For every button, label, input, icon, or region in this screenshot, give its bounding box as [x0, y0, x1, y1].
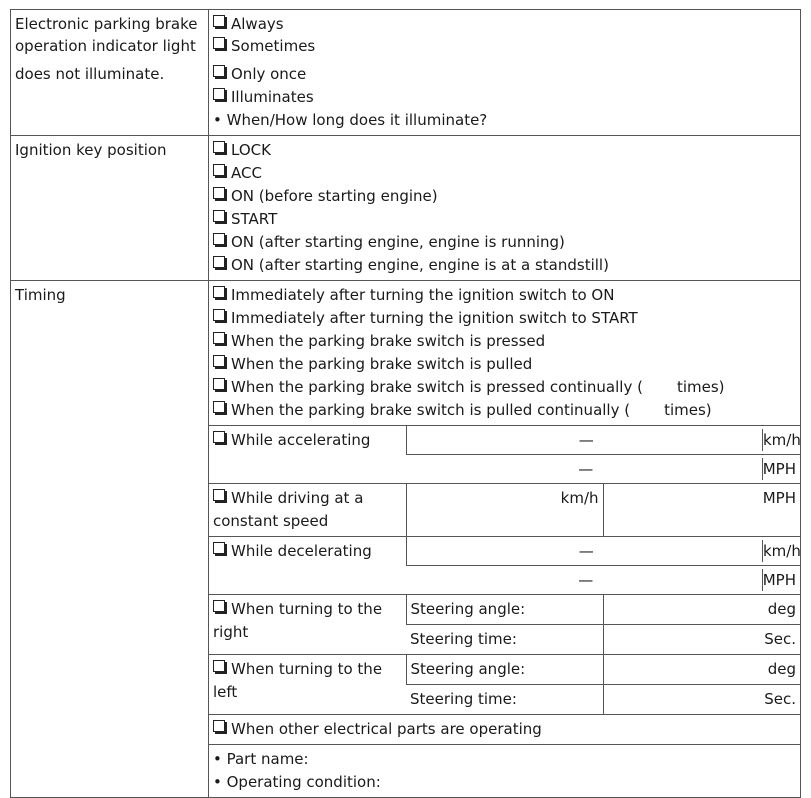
timing-row	[11, 281, 801, 798]
indicator-row	[11, 10, 801, 136]
ignition-row	[11, 136, 801, 281]
steering-time-label: Steering time:	[406, 685, 603, 715]
ignition-options-cell	[209, 136, 801, 281]
checkbox-icon[interactable]	[213, 233, 225, 245]
decel-mph-field[interactable]	[406, 566, 800, 595]
option-start[interactable]: START	[213, 208, 796, 231]
checkbox-icon[interactable]	[213, 65, 225, 77]
checkbox-icon[interactable]	[213, 431, 225, 443]
timing-label: Timing	[11, 281, 209, 798]
worksheet-table	[10, 9, 801, 798]
option-only-once[interactable]: Only once	[213, 63, 796, 86]
option-switch-pressed[interactable]: When the parking brake switch is pressed	[213, 330, 796, 353]
option-switch-pulled[interactable]: When the parking brake switch is pulled	[213, 353, 796, 376]
indicator-label-cell	[11, 10, 209, 136]
option-constant-speed[interactable]: While driving at a constant speed	[209, 484, 406, 537]
timing-simple-options	[209, 281, 800, 426]
timing-inner-table	[209, 281, 800, 797]
electrical-details	[209, 745, 800, 798]
unit-sec: Sec.	[764, 690, 796, 708]
steering-time-label: Steering time:	[406, 625, 603, 655]
checkbox-icon[interactable]	[213, 489, 225, 501]
checkbox-icon[interactable]	[213, 600, 225, 612]
checkbox-icon[interactable]	[213, 720, 225, 732]
indicator-label-line: Electronic parking brake	[15, 15, 198, 33]
checkbox-icon[interactable]	[213, 187, 225, 199]
indicator-options-cell	[209, 10, 801, 136]
checkbox-icon[interactable]	[213, 378, 225, 390]
steering-time-field[interactable]	[603, 625, 800, 655]
part-name-field[interactable]: • Part name:	[213, 750, 309, 768]
constant-kmh-field[interactable]	[406, 484, 603, 537]
unit-mph: MPH	[762, 460, 796, 478]
diagnosis-worksheet	[10, 9, 801, 798]
checkbox-icon[interactable]	[213, 88, 225, 100]
steering-angle-field[interactable]	[603, 595, 800, 625]
constant-mph-field[interactable]	[603, 484, 800, 537]
option-turning-right[interactable]: When turning to the right	[209, 595, 406, 655]
checkbox-icon[interactable]	[213, 256, 225, 268]
option-after-start[interactable]: Immediately after turning the ignition switch to START	[213, 307, 796, 330]
option-illuminates[interactable]: Illuminates	[213, 86, 796, 109]
checkbox-icon[interactable]	[213, 660, 225, 672]
range-dash: —	[578, 571, 594, 589]
indicator-label-line: does not illuminate.	[15, 65, 165, 83]
steering-angle-label: Steering angle:	[406, 595, 603, 625]
checkbox-icon[interactable]	[213, 15, 225, 27]
checkbox-icon[interactable]	[213, 542, 225, 554]
unit-kmh: km/h	[560, 489, 599, 507]
steering-angle-field[interactable]	[603, 655, 800, 685]
option-sometimes[interactable]: Sometimes	[213, 35, 796, 58]
range-dash: —	[578, 460, 594, 478]
unit-mph: MPH	[762, 489, 796, 507]
checkbox-icon[interactable]	[213, 141, 225, 153]
checkbox-icon[interactable]	[213, 164, 225, 176]
unit-mph: MPH	[762, 571, 796, 589]
steering-time-field[interactable]	[603, 685, 800, 715]
unit-deg: deg	[767, 600, 796, 618]
illumination-note: • When/How long does it illuminate?	[213, 111, 488, 129]
option-electrical-parts[interactable]: When other electrical parts are operating	[209, 715, 800, 745]
option-accelerating[interactable]: While accelerating	[209, 426, 406, 484]
option-always[interactable]: Always	[213, 13, 796, 36]
option-pressed-continually[interactable]: When the parking brake switch is pressed continually ( times)	[213, 376, 796, 399]
range-dash: —	[578, 542, 594, 560]
option-acc[interactable]: ACC	[213, 162, 796, 185]
unit-deg: deg	[767, 660, 796, 678]
option-turning-left[interactable]: When turning to the left	[209, 655, 406, 715]
accel-kmh-field[interactable]	[406, 426, 800, 455]
steering-angle-label: Steering angle:	[406, 655, 603, 685]
option-lock[interactable]: LOCK	[213, 139, 796, 162]
option-on-before[interactable]: ON (before starting engine)	[213, 185, 796, 208]
option-pulled-continually[interactable]: When the parking brake switch is pulled continually ( times)	[213, 399, 796, 422]
checkbox-icon[interactable]	[213, 210, 225, 222]
checkbox-icon[interactable]	[213, 286, 225, 298]
option-decelerating[interactable]: While decelerating	[209, 537, 406, 595]
option-on-running[interactable]: ON (after starting engine, engine is running)	[213, 231, 796, 254]
checkbox-icon[interactable]	[213, 37, 225, 49]
checkbox-icon[interactable]	[213, 355, 225, 367]
decel-kmh-field[interactable]	[406, 537, 800, 566]
operating-condition-field[interactable]: • Operating condition:	[213, 773, 381, 791]
unit-sec: Sec.	[764, 630, 796, 648]
unit-kmh: km/h	[763, 542, 801, 560]
range-dash: —	[578, 431, 594, 449]
option-after-on[interactable]: Immediately after turning the ignition switch to ON	[213, 284, 796, 307]
indicator-label-line: operation indicator light	[15, 37, 196, 55]
accel-mph-field[interactable]	[406, 455, 800, 484]
checkbox-icon[interactable]	[213, 401, 225, 413]
timing-options-cell	[209, 281, 801, 798]
checkbox-icon[interactable]	[213, 309, 225, 321]
option-on-standstill[interactable]: ON (after starting engine, engine is at a standstill)	[213, 254, 796, 277]
ignition-label: Ignition key position	[11, 136, 209, 281]
checkbox-icon[interactable]	[213, 332, 225, 344]
unit-kmh: km/h	[763, 431, 801, 449]
